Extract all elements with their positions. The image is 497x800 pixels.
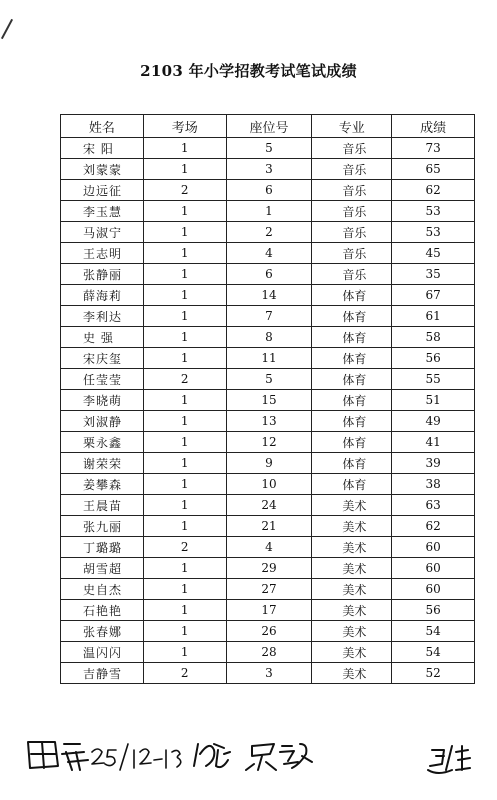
header-seat: 座位号 [226,115,312,138]
cell-seat: 24 [226,495,312,516]
table-row [61,180,475,201]
cell-seat: 27 [226,579,312,600]
cell-seat: 13 [226,411,312,432]
cell-major: 音乐 [312,264,392,285]
cell-score: 60 [392,537,475,558]
signature-area [0,730,497,800]
cell-score: 49 [392,411,475,432]
header-major: 专业 [312,115,392,138]
cell-seat: 7 [226,306,312,327]
cell-score: 56 [392,600,475,621]
table-row [61,558,475,579]
cell-score: 54 [392,621,475,642]
cell-major: 体育 [312,348,392,369]
signature-1 [28,742,88,770]
cell-major: 体育 [312,453,392,474]
cell-seat: 5 [226,369,312,390]
cell-room: 1 [143,621,226,642]
cell-room: 1 [143,201,226,222]
cell-major: 体育 [312,327,392,348]
cell-room: 1 [143,243,226,264]
cell-room: 1 [143,327,226,348]
table-row [61,495,475,516]
cell-major: 美术 [312,516,392,537]
cell-score: 53 [392,201,475,222]
cell-major: 美术 [312,642,392,663]
cell-room: 1 [143,516,226,537]
table-row [61,474,475,495]
cell-name: 宋庆玺 [61,348,144,369]
cell-score: 62 [392,516,475,537]
cell-name: 刘淑静 [61,411,144,432]
cell-major: 体育 [312,411,392,432]
cell-major: 美术 [312,495,392,516]
cell-major: 体育 [312,432,392,453]
cell-room: 2 [143,537,226,558]
table-row [61,285,475,306]
cell-seat: 6 [226,264,312,285]
table-row [61,159,475,180]
cell-room: 1 [143,474,226,495]
cell-score: 54 [392,642,475,663]
cell-seat: 9 [226,453,312,474]
cell-score: 51 [392,390,475,411]
table-row [61,621,475,642]
table-row [61,411,475,432]
cell-seat: 26 [226,621,312,642]
table-header-row [61,115,475,138]
cell-seat: 17 [226,600,312,621]
cell-name: 丁璐璐 [61,537,144,558]
cell-major: 美术 [312,621,392,642]
signature-2 [194,744,230,767]
cell-seat: 4 [226,537,312,558]
signature-date [92,744,181,770]
cell-name: 马淑宁 [61,222,144,243]
cell-seat: 28 [226,642,312,663]
cell-score: 52 [392,663,475,684]
cell-name: 吉静雪 [61,663,144,684]
cell-score: 63 [392,495,475,516]
cell-major: 美术 [312,663,392,684]
cell-seat: 10 [226,474,312,495]
cell-score: 60 [392,558,475,579]
cell-seat: 21 [226,516,312,537]
handwritten-signatures [0,730,497,800]
cell-major: 体育 [312,474,392,495]
cell-score: 45 [392,243,475,264]
cell-room: 1 [143,264,226,285]
cell-seat: 5 [226,138,312,159]
cell-score: 62 [392,180,475,201]
table-row [61,222,475,243]
header-room: 考场 [143,115,226,138]
cell-seat: 2 [226,222,312,243]
cell-name: 边远征 [61,180,144,201]
cell-seat: 8 [226,327,312,348]
table-row [61,432,475,453]
cell-seat: 12 [226,432,312,453]
cell-seat: 15 [226,390,312,411]
table-row [61,390,475,411]
cell-seat: 11 [226,348,312,369]
cell-room: 1 [143,432,226,453]
cell-name: 温闪闪 [61,642,144,663]
cell-seat: 4 [226,243,312,264]
cell-major: 音乐 [312,138,392,159]
cell-name: 史 强 [61,327,144,348]
cell-major: 音乐 [312,180,392,201]
cell-score: 61 [392,306,475,327]
table-row [61,663,475,684]
cell-score: 67 [392,285,475,306]
cell-name: 石艳艳 [61,600,144,621]
cell-name: 张静丽 [61,264,144,285]
table-row [61,642,475,663]
cell-major: 音乐 [312,201,392,222]
header-score: 成绩 [392,115,475,138]
cell-name: 谢荣荣 [61,453,144,474]
cell-room: 1 [143,390,226,411]
score-table [60,114,475,684]
cell-room: 1 [143,348,226,369]
cell-major: 体育 [312,369,392,390]
cell-room: 1 [143,579,226,600]
cell-score: 53 [392,222,475,243]
cell-room: 1 [143,642,226,663]
cell-score: 65 [392,159,475,180]
cell-room: 1 [143,306,226,327]
cell-room: 1 [143,558,226,579]
cell-seat: 14 [226,285,312,306]
cell-score: 55 [392,369,475,390]
table-row [61,579,475,600]
table-row [61,348,475,369]
cell-name: 任莹莹 [61,369,144,390]
cell-name: 刘蒙蒙 [61,159,144,180]
cell-score: 38 [392,474,475,495]
table-row [61,537,475,558]
cell-room: 2 [143,180,226,201]
cell-name: 胡雪超 [61,558,144,579]
cell-name: 李玉慧 [61,201,144,222]
cell-major: 音乐 [312,222,392,243]
cell-score: 35 [392,264,475,285]
cell-name: 李利达 [61,306,144,327]
cell-room: 1 [143,495,226,516]
cell-score: 58 [392,327,475,348]
cell-room: 1 [143,222,226,243]
cell-major: 音乐 [312,243,392,264]
cell-major: 美术 [312,558,392,579]
cell-score: 56 [392,348,475,369]
cell-score: 60 [392,579,475,600]
table-row [61,201,475,222]
table-row [61,600,475,621]
cell-name: 栗永鑫 [61,432,144,453]
cell-major: 体育 [312,390,392,411]
signature-4 [428,746,470,773]
cell-name: 张九丽 [61,516,144,537]
cell-room: 2 [143,369,226,390]
table-row [61,306,475,327]
cell-name: 李晓萌 [61,390,144,411]
cell-name: 王晨苗 [61,495,144,516]
cell-seat: 29 [226,558,312,579]
cell-room: 1 [143,453,226,474]
cell-room: 1 [143,600,226,621]
table-row [61,138,475,159]
cell-name: 张春娜 [61,621,144,642]
cell-major: 音乐 [312,159,392,180]
cell-seat: 6 [226,180,312,201]
cell-major: 美术 [312,579,392,600]
page-title: 2103 年小学招教考试笔试成绩 [140,62,357,80]
cell-room: 1 [143,138,226,159]
cell-room: 1 [143,285,226,306]
table-row [61,327,475,348]
signature-3 [246,744,312,770]
cell-room: 1 [143,159,226,180]
table-row [61,243,475,264]
pen-mark [1,19,13,39]
cell-major: 美术 [312,600,392,621]
cell-name: 姜攀森 [61,474,144,495]
cell-score: 73 [392,138,475,159]
cell-major: 体育 [312,306,392,327]
cell-name: 薛海莉 [61,285,144,306]
table-row [61,264,475,285]
table-row [61,453,475,474]
cell-major: 美术 [312,537,392,558]
cell-seat: 3 [226,159,312,180]
cell-score: 39 [392,453,475,474]
table-row [61,369,475,390]
cell-seat: 3 [226,663,312,684]
cell-name: 史自杰 [61,579,144,600]
cell-room: 2 [143,663,226,684]
cell-room: 1 [143,411,226,432]
cell-name: 宋 阳 [61,138,144,159]
table-row [61,516,475,537]
cell-major: 体育 [312,285,392,306]
cell-name: 王志明 [61,243,144,264]
cell-seat: 1 [226,201,312,222]
cell-score: 41 [392,432,475,453]
header-name: 姓名 [61,115,144,138]
